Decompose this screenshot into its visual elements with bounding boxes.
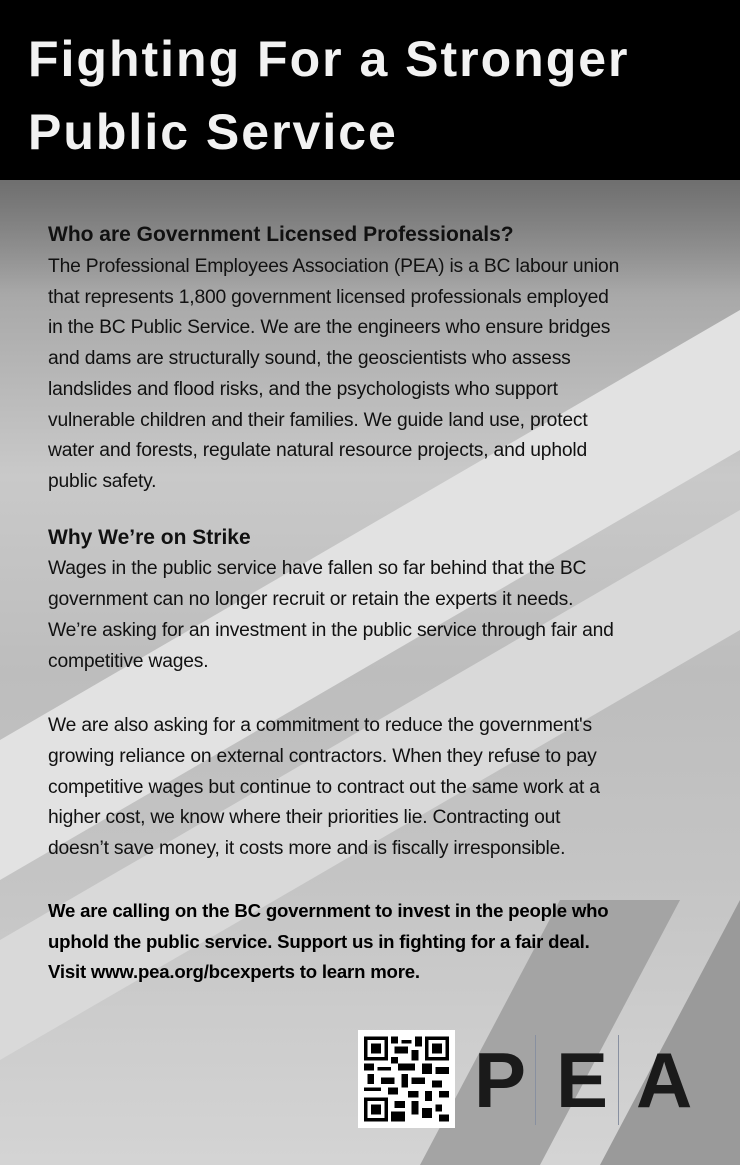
- body-text-line: landslides and flood risks, and the psychologists who support: [48, 378, 558, 400]
- body-text-line: vulnerable children and their families. We guide land use, protect: [48, 409, 588, 431]
- body-text-line: water and forests, regulate natural resource projects, and uphold: [48, 440, 587, 462]
- body-text-line: in the BC Public Service. We are the engineers who ensure bridges: [48, 317, 611, 339]
- logo-letter-e: E: [556, 1036, 609, 1124]
- body-text-line: We are also asking for a commitment to reduce the government's: [48, 715, 592, 736]
- logo-letter-p: P: [474, 1036, 527, 1124]
- logo-divider: [618, 1035, 619, 1125]
- body-text-line: competitive wages.: [48, 651, 209, 672]
- body-text-line: Wages in the public service have fallen so far behind that the BC: [48, 558, 587, 579]
- body-text-line: that represents 1,800 government licensed professionals employed: [48, 286, 609, 308]
- body-text-line: The Professional Employees Association (PEA) is a BC labour union: [48, 256, 620, 277]
- qr-code-icon[interactable]: [358, 1030, 455, 1128]
- body-text-line: and dams are structurally sound, the geoscientists who assess: [48, 348, 571, 370]
- logo-letter-a: A: [636, 1036, 693, 1124]
- section-heading-strike: Why We’re on Strike: [48, 526, 251, 549]
- body-text-line: public safety.: [48, 470, 157, 492]
- call-to-action-line: uphold the public service. Support us in fighting for a fair deal.: [48, 930, 590, 952]
- body-text-line: We’re asking for an investment in the public service through fair and: [48, 620, 614, 641]
- body-text-line: doesn’t save money, it costs more and is fiscally irresponsible.: [48, 838, 566, 860]
- body-text-line: growing reliance on external contractors. When they refuse to pay: [48, 745, 597, 767]
- call-to-action-line: Visit www.pea.org/bcexperts to learn more.: [48, 961, 420, 982]
- pea-logo: [470, 1035, 700, 1125]
- body-text-line: higher cost, we know where their priorities lie. Contracting out: [48, 807, 561, 829]
- section-heading-who: Who are Government Licensed Professionals?: [48, 223, 514, 246]
- title-line-2: Public Service: [28, 104, 398, 160]
- body-text-line: government can no longer recruit or retain the experts it needs.: [48, 589, 574, 610]
- body-text-line: competitive wages but continue to contract out the same work at a: [48, 776, 600, 798]
- call-to-action-line: We are calling on the BC government to invest in the people who: [48, 900, 609, 921]
- title-line-1: Fighting For a Stronger: [28, 31, 630, 87]
- logo-divider: [535, 1035, 536, 1125]
